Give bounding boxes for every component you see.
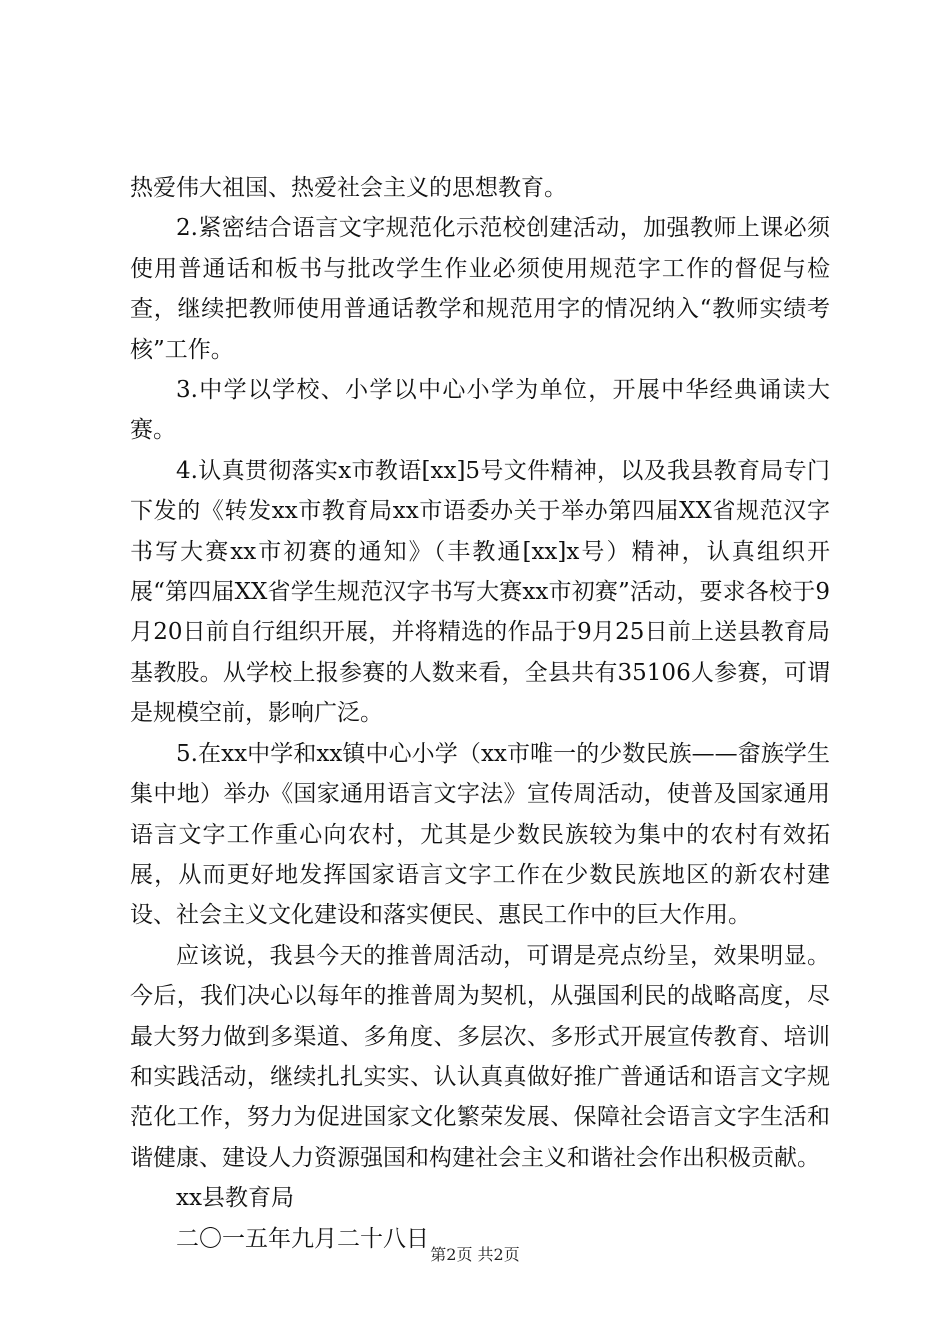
signature-date: 二〇一五年九月二十八日: [176, 1225, 429, 1252]
signature-organization: xx县教育局: [176, 1185, 294, 1212]
paragraph-item-5: 5.在xx中学和xx镇中心小学（xx市唯一的少数民族——畲族学生集中地）举办《国家通用语言文字法》宣传周活动，使普及国家通用语言文字工作重心向农村，尤其是少数民族较为集中的农村有效拓展，从而更好地发挥国家语言文字工作在少数民族地区的新农村建设、社会主义文化建设和落实便民、惠民工作中的巨大作用。: [130, 740, 830, 929]
paragraph-conclusion: 应该说，我县今天的推普周活动，可谓是亮点纷呈，效果明显。今后，我们决心以每年的推普周为契机，从强国利民的战略高度，尽最大努力做到多渠道、多角度、多层次、多形式开展宣传教育、培训和实践活动，继续扎扎实实、认认真真做好推广普通话和语言文字规范化工作，努力为促进国家文化繁荣发展、保障社会语言文字生活和谐健康、建设人力资源强国和构建社会主义和谐社会作出积极贡献。: [130, 942, 830, 1171]
document-body: [130, 168, 830, 1259]
page-footer: [0, 1244, 950, 1266]
paragraph-item-4: 4.认真贯彻落实x市教语[xx]5号文件精神，以及我县教育局专门下发的《转发xx市教育局xx市语委办关于举办第四届XX省规范汉字书写大赛xx市初赛的通知》（丰教通[xx]x号）精神，认真组织开展“第四届XX省学生规范汉字书写大赛xx市初赛”活动，要求各校于9月20日前自行组织开展，并将精选的作品于9月25日前上送县教育局基教股。从学校上报参赛的人数来看，全县共有35106人参赛，可谓是规模空前，影响广泛。: [130, 457, 830, 727]
paragraph-continuation: 热爱伟大祖国、热爱社会主义的思想教育。: [130, 175, 567, 201]
page-number-indicator: 第2页 共2页: [430, 1245, 520, 1264]
paragraph-item-3: 3.中学以学校、小学以中心小学为单位，开展中华经典诵读大赛。: [130, 377, 830, 444]
paragraph-item-2: 2.紧密结合语言文字规范化示范校创建活动，加强教师上课必须使用普通话和板书与批改学生作业必须使用规范字工作的督促与检查，继续把教师使用普通话教学和规范用字的情况纳入“教师实绩考核”工作。: [130, 215, 830, 363]
